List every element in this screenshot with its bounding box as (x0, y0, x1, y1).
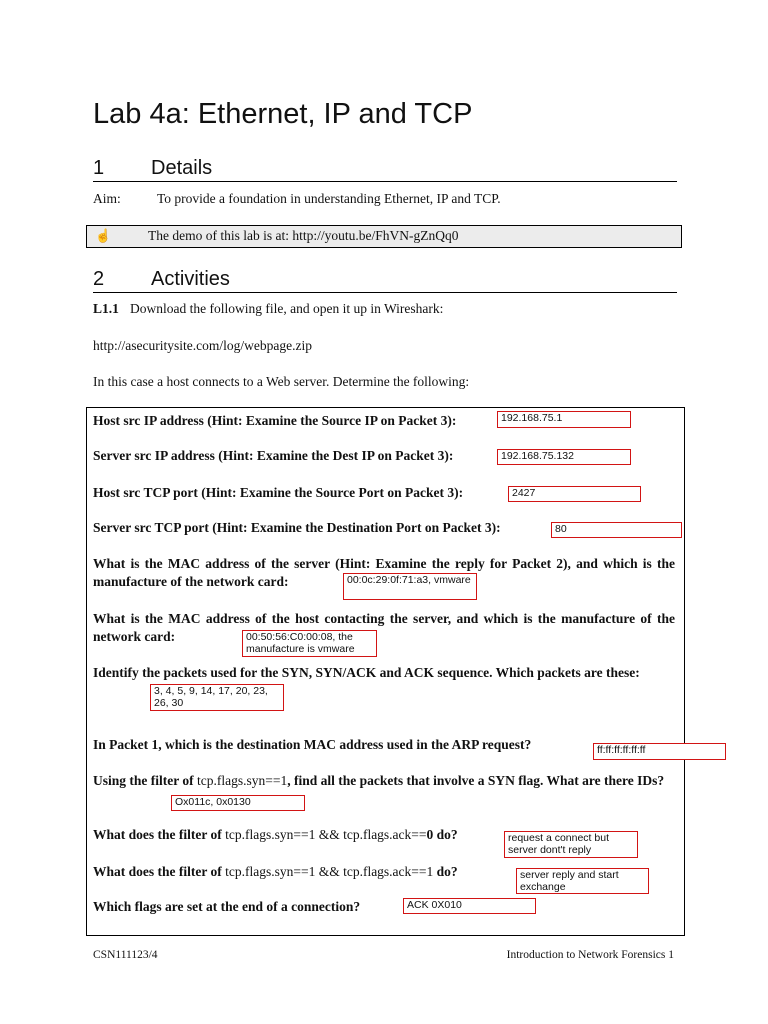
question: Which flags are set at the end of a connection? (93, 899, 361, 914)
section-label: Details (151, 157, 213, 179)
section-number: 1 (93, 157, 105, 179)
answer-field[interactable]: Ox011c, 0x0130 (171, 795, 305, 811)
question: In Packet 1, which is the destination MAC address used in the ARP request? (93, 737, 532, 752)
aim-label: Aim: (93, 191, 121, 206)
demo-box (86, 225, 682, 248)
question-text: , find all the packets that involve a SYN flag. What are there IDs? (287, 773, 665, 788)
aim-text: To provide a foundation in understanding Ethernet, IP and TCP. (157, 191, 501, 206)
question: Server src TCP port (Hint: Examine the Destination Port on Packet 3): (93, 520, 501, 535)
answer-field[interactable]: 2427 (508, 486, 641, 502)
pointer-hand-icon: ☝ (95, 228, 112, 243)
demo-link-text[interactable]: The demo of this lab is at: http://youtu.be/FhVN-gZnQq0 (148, 228, 459, 243)
answer-field[interactable]: ff:ff:ff:ff:ff:ff (593, 743, 726, 760)
answer-field[interactable]: 00:0c:29:0f:71:a3, vmware (343, 573, 477, 600)
section-label: Activities (151, 268, 230, 290)
intro-text: In this case a host connects to a Web server. Determine the following: (93, 374, 470, 389)
task-number: L1.1 (93, 301, 119, 316)
question: Identify the packets used for the SYN, SYN/ACK and ACK sequence. Which packets are these: (93, 665, 640, 680)
answer-field[interactable]: server reply and start exchange (516, 868, 649, 894)
footer-course-code: CSN111123/4 (93, 949, 158, 961)
filter-expression: tcp.flags.syn==1 && tcp.flags.ack== (225, 827, 427, 842)
question: Server src IP address (Hint: Examine the Dest IP on Packet 3): (93, 448, 454, 463)
question: Host src IP address (Hint: Examine the Source IP on Packet 3): (93, 413, 457, 428)
task-text: Download the following file, and open it up in Wireshark: (130, 301, 444, 316)
question: What is the MAC address of the host contacting the server, and which is the manufacture of the network card: (93, 611, 675, 644)
question (93, 772, 675, 790)
answer-field[interactable]: 00:50:56:C0:00:08, the manufacture is vmware (242, 630, 377, 657)
answer-field[interactable]: request a connect but server dont't reply (504, 831, 638, 858)
answer-field[interactable]: 3, 4, 5, 9, 14, 17, 20, 23, 26, 30 (150, 684, 284, 711)
question-text: do? (433, 864, 458, 879)
question-text: What does the filter of (93, 827, 226, 842)
section-number: 2 (93, 268, 105, 290)
question: What is the MAC address of the server (Hint: Examine the reply for Packet 2), and which is the manufacture of the network card: (93, 556, 675, 589)
download-url[interactable]: http://asecuritysite.com/log/webpage.zip (93, 338, 312, 353)
answer-field[interactable]: ACK 0X010 (403, 898, 536, 914)
divider (93, 181, 677, 182)
answer-field[interactable]: 192.168.75.1 (497, 411, 631, 428)
question-text: 0 do? (426, 827, 458, 842)
footer-page-info: Introduction to Network Forensics 1 (506, 949, 674, 961)
answer-field[interactable]: 80 (551, 522, 682, 538)
page-title: Lab 4a: Ethernet, IP and TCP (93, 98, 473, 130)
filter-expression: tcp.flags.syn==1 && tcp.flags.ack==1 (225, 864, 434, 879)
answer-field[interactable]: 192.168.75.132 (497, 449, 631, 465)
question-text: What does the filter of (93, 864, 226, 879)
divider (93, 292, 677, 293)
question: Host src TCP port (Hint: Examine the Source Port on Packet 3): (93, 485, 464, 500)
filter-expression: tcp.flags.syn==1 (197, 773, 288, 788)
question-text: Using the filter of (93, 773, 197, 788)
